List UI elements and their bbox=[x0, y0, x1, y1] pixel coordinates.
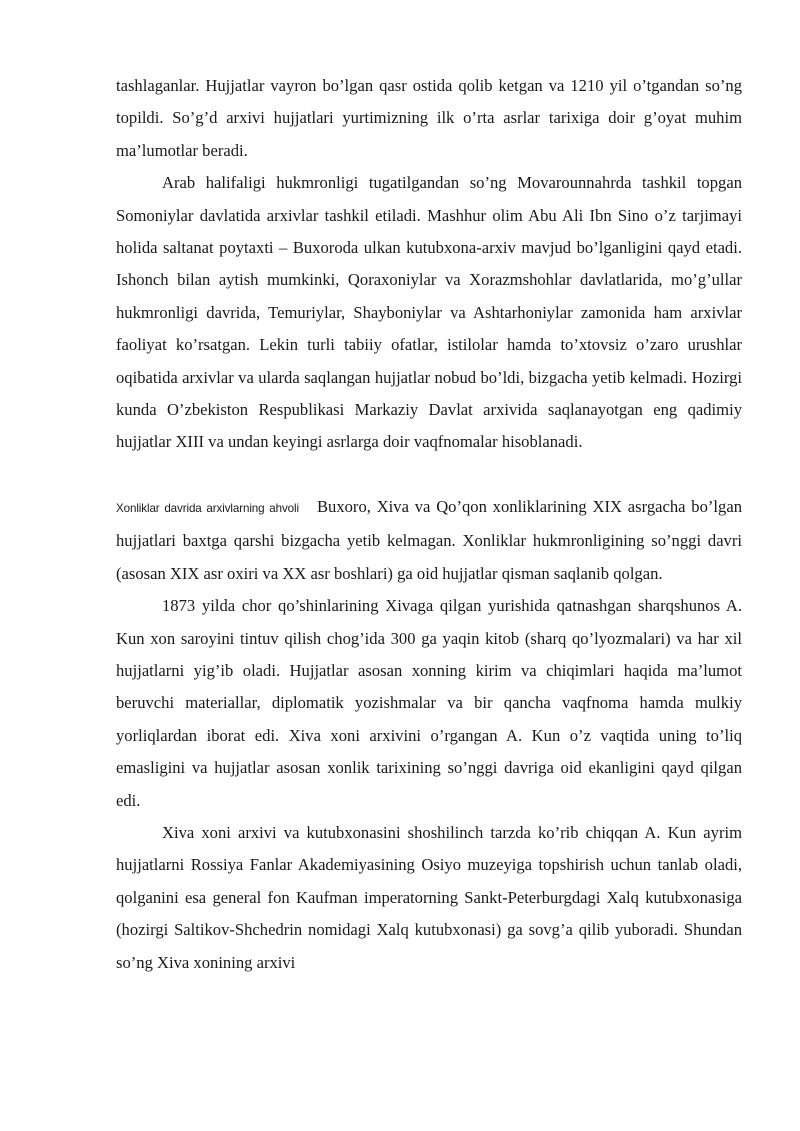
section-intro-text: Buxoro, Xiva va Qo’qon xonliklarining XIX asrgacha bo’lgan hujjatlari baxtga qarshi bizgacha yetib kelmagan. Xonliklar hukmronligining so’nggi davri (asosan XIX asr oxiri va XX asr boshlari) ga oid hujjatlar qisman saqlanib qolgan. bbox=[116, 496, 742, 583]
paragraph-samanid-archives: Arab halifaligi hukmronligi tugatilgandan so’ng Movarounnahrda tashkil topgan Somoniylar davlatida arxivlar tashkil etiladi. Mashhur olim Abu Ali Ibn Sino o’z tarjimayi holida saltanat poytaxti – Buxoroda ulkan kutubxona-arxiv mavjud bo’lganligini qayd etadi. Ishonch bilan aytish mumkinki, Qoraxoniylar va Xorazmshohlar davlatlarida, mo’g’ullar hukmronligi davrida, Temuriylar, Shayboniylar va Ashtarhoniylar zamonida ham arxivlar faoliyat ko’rsatgan. Lekin turli tabiiy ofatlar, istilolar hamda to’xtovsiz o’zaro urushlar oqibatida arxivlar va ularda saqlangan hujjatlar nobud bo’ldi, bizgacha yetib kelmadi. Hozirgi kunda O’zbekiston Respublikasi Markaziy Davlat arxivida saqlanayotgan eng qadimiy hujjatlar XIII va undan keyingi asrlarga doir vaqfnomalar hisoblanadi. bbox=[116, 173, 742, 452]
section-heading: Xonliklar davrida arxivlarning ahvoli bbox=[116, 501, 299, 515]
paragraph-sogd-archive: tashlaganlar. Hujjatlar vayron bo’lgan qasr ostida qolib ketgan va 1210 yil o’tgandan so’ng topildi. So’g’d arxivi hujjatlari yurtimizning ilk o’rta asrlar tarixiga doir g’oyat muhim ma’lumotlar beradi. bbox=[116, 76, 742, 160]
paragraph-khiva-archive-fate: Xiva xoni arxivi va kutubxonasini shoshilinch tarzda ko’rib chiqqan A. Kun ayrim hujjatlarni Rossiya Fanlar Akademiyasining Osiyo muzeyiga topshirish uchun tanlab oladi, qolganini esa general fon Kaufman imperatorning Sankt-Peterburgdagi Xalq kutubxonasiga (hozirgi Saltikov-Shchedrin nomidagi Xalq kutubxonasi) ga sovg’a qilib yuboradi. Shundan so’ng Xiva xonining arxivi bbox=[116, 822, 742, 972]
paragraph-khanates-intro bbox=[116, 491, 742, 590]
document-page bbox=[116, 70, 742, 979]
paragraph-kun-1873: 1873 yilda chor qo’shinlarining Xivaga qilgan yurishida qatnashgan sharqshunos A. Kun xon saroyini tintuv qilish chog’ida 300 ga yaqin kitob (sharq qo’lyozmalari) va har xil hujjatlarni yig’ib oladi. Hujjatlar asosan xonning kirim va chiqimlari haqida ma’lumot beruvchi materiallar, diplomatik yozishmalar va bir qancha vaqfnoma hamda mulkiy yorliqlardan iborat edi. Xiva xoni arxivini o’rgangan A. Kun o’z vaqtida uning to’liq emasligini va hujjatlar asosan xonlik tarixining so’nggi davriga oid ekanligini qayd qilgan edi. bbox=[116, 596, 742, 810]
section-spacer bbox=[116, 459, 742, 491]
